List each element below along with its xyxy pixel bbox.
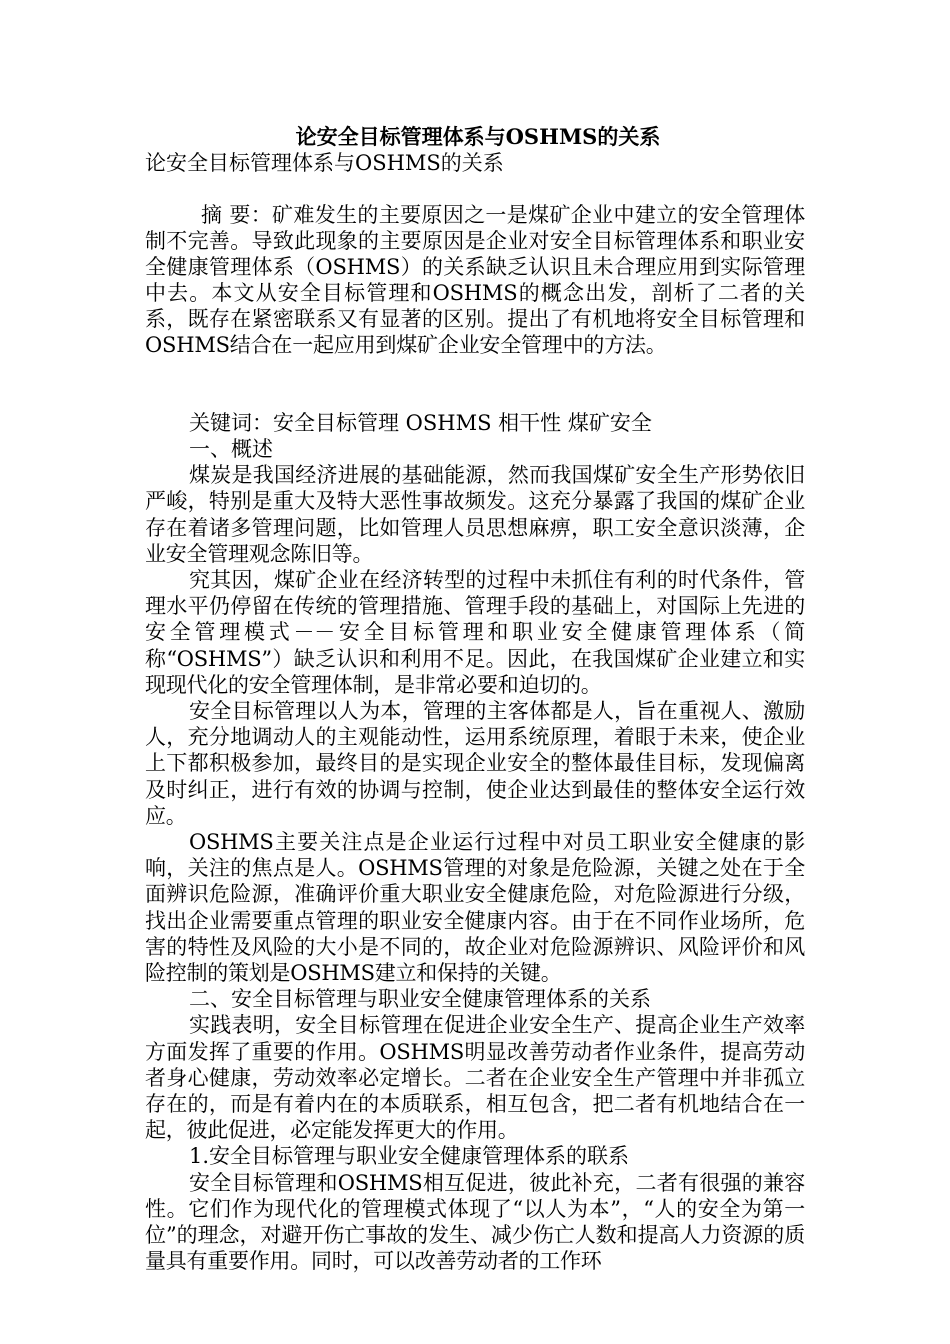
body-paragraph: 煤炭是我国经济进展的基础能源，然而我国煤矿安全生产形势依旧严峻，特别是重大及特大恶性事故频发。这充分暴露了我国的煤矿企业存在着诸多管理问题，比如管理人员思想麻痹，职工安全意识淡薄，企业安全管理观念陈旧等。: [145, 463, 805, 566]
body-paragraph: 究其因，煤矿企业在经济转型的过程中未抓住有利的时代条件，管理水平仍停留在传统的管理措施、管理手段的基础上，对国际上先进的安全管理模式－－安全目标管理和职业安全健康管理体系（简称“OSHMS”）缺乏认识和利用不足。因此，在我国煤矿企业建立和实现现代化的安全管理体制，是非常必要和迫切的。: [145, 568, 805, 697]
document-subtitle: 论安全目标管理体系与OSHMS的关系: [145, 151, 504, 175]
section-heading-relationship: 二、安全目标管理与职业安全健康管理体系的关系: [189, 987, 651, 1012]
body-paragraph: 安全目标管理和OSHMS相互促进，彼此补充，二者有很强的兼容性。它们作为现代化的管理模式体现了“以人为本”，“人的安全为第一位”的理念，对避开伤亡事故的发生、减少伤亡人数和提高人力资源的质量具有重要作用。同时，可以改善劳动者的工作环: [145, 1170, 805, 1274]
subsection-heading-connection: 1.安全目标管理与职业安全健康管理体系的联系: [189, 1144, 630, 1169]
body-paragraph: 实践表明，安全目标管理在促进企业安全生产、提高企业生产效率方面发挥了重要的作用。OSHMS明显改善劳动者作业条件，提高劳动者身心健康，劳动效率必定增长。二者在企业安全生产管理中并非孤立存在的，而是有着内在的本质联系，相互包含，把二者有机地结合在一起，彼此促进，必定能发挥更大的作用。: [145, 1013, 805, 1143]
abstract-paragraph: 摘 要：矿难发生的主要原因之一是煤矿企业中建立的安全管理体制不完善。导致此现象的主要原因是企业对安全目标管理体系和职业安全健康管理体系（OSHMS）的关系缺乏认识且未合理应用到实际管理中去。本文从安全目标管理和OSHMS的概念出发，剖析了二者的关系，既存在紧密联系又有显著的区别。提出了有机地将安全目标管理和OSHMS结合在一起应用到煤矿企业安全管理中的方法。: [145, 203, 805, 357]
keywords-line: 关键词：安全目标管理 OSHMS 相干性 煤矿安全: [189, 411, 652, 435]
body-paragraph: OSHMS主要关注点是企业运行过程中对员工职业安全健康的影响，关注的焦点是人。OSHMS管理的对象是危险源，关键之处在于全面辨识危险源，准确评价重大职业安全健康危险，对危险源进行分级，找出企业需要重点管理的职业安全健康内容。由于在不同作业场所，危害的特性及风险的大小是不同的，故企业对危险源辨识、风险评价和风险控制的策划是OSHMS建立和保持的关键。: [145, 830, 805, 986]
body-paragraph: 安全目标管理以人为本，管理的主客体都是人，旨在重视人、激励人，充分地调动人的主观能动性，运用系统原理，着眼于未来，使企业上下都积极参加，最终目的是实现企业安全的整体最佳目标，发现偏离及时纠正，进行有效的协调与控制，使企业达到最佳的整体安全运行效应。: [145, 699, 805, 828]
document-title: 论安全目标管理体系与OSHMS的关系: [295, 124, 661, 149]
section-heading-overview: 一、概述: [189, 437, 273, 461]
document-page: [145, 124, 805, 1275]
